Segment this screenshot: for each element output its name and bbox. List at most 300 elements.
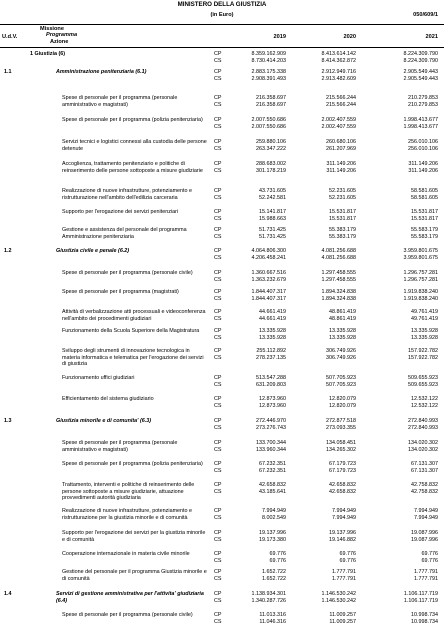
- cp-value: 4.081.256.688: [321, 248, 356, 254]
- cs-value: 2.913.482.609: [321, 75, 356, 82]
- header-year-3: 2021: [425, 34, 438, 40]
- cs-marker: CS: [214, 145, 222, 152]
- row-label: Funzionamento della Scuola Superiore della Magistratura: [62, 328, 200, 334]
- cs-value: 19.087.996: [411, 536, 438, 543]
- row-values-year-1: [236, 227, 286, 240]
- cs-value: 273.093.355: [326, 424, 356, 431]
- row-udv: 1.1: [4, 69, 12, 75]
- cp-value: 55.583.179: [411, 227, 438, 233]
- cp-value: 3.959.801.675: [403, 248, 438, 254]
- row-values-year-1: [236, 117, 286, 130]
- row-values-year-1: [236, 69, 286, 82]
- cs-value: 1.894.324.838: [321, 295, 356, 302]
- cp-value: 1.777.791: [332, 569, 356, 575]
- cs-value: 42.658.832: [329, 488, 356, 495]
- cp-value: 1.297.458.555: [321, 270, 356, 276]
- cp-value: 44.661.419: [259, 309, 286, 315]
- row-cp-cs-markers: [214, 461, 228, 474]
- row-values-year-2: [306, 139, 356, 152]
- row-values-year-2: [306, 508, 356, 521]
- cs-value: 1.919.838.240: [403, 295, 438, 302]
- header-bottom-rule: [0, 47, 444, 48]
- row-values-year-3: [388, 289, 438, 302]
- row-label: 1 Giustizia (6): [30, 51, 66, 57]
- cp-value: 69.776: [339, 551, 356, 557]
- cs-value: 67.232.351: [259, 467, 286, 474]
- row-values-year-2: [306, 482, 356, 495]
- cp-value: 15.141.817: [259, 209, 286, 215]
- cp-value: 19.137.996: [329, 530, 356, 536]
- cs-value: 69.776: [269, 557, 286, 564]
- row-values-year-1: [236, 375, 286, 388]
- cp-value: 272.446.970: [256, 418, 286, 424]
- cp-value: 8.413.614.142: [321, 51, 356, 57]
- row-values-year-3: [388, 69, 438, 82]
- row-values-year-3: [388, 348, 438, 361]
- cs-value: 216.358.697: [256, 101, 286, 108]
- cs-value: 210.279.853: [408, 101, 438, 108]
- cp-value: 69.776: [421, 551, 438, 557]
- row-values-year-2: [306, 309, 356, 322]
- cp-value: 49.761.419: [411, 309, 438, 315]
- cp-value: 513.547.288: [256, 375, 286, 381]
- cs-value: 1.297.458.555: [321, 276, 356, 283]
- row-cp-cs-markers: [214, 209, 228, 222]
- cs-value: 507.705.923: [326, 381, 356, 388]
- row-values-year-2: [306, 161, 356, 174]
- cs-value: 13.335.928: [329, 334, 356, 341]
- cs-value: 55.383.179: [329, 233, 356, 240]
- cp-value: 19.087.996: [411, 530, 438, 536]
- row-cp-cs-markers: [214, 188, 228, 201]
- cp-marker: CP: [214, 95, 222, 101]
- cs-value: 12.820.079: [329, 402, 356, 409]
- cp-value: 10.998.734: [411, 612, 438, 618]
- row-values-year-1: [236, 309, 286, 322]
- row-values-year-1: [236, 418, 286, 431]
- cp-value: 311.149.206: [408, 161, 438, 167]
- cs-value: 1.777.791: [414, 575, 438, 582]
- row-cp-cs-markers: [214, 418, 228, 431]
- cp-value: 42.658.832: [329, 482, 356, 488]
- cp-value: 15.531.817: [329, 209, 356, 215]
- cs-marker: CS: [214, 276, 222, 283]
- cs-value: 55.583.179: [411, 233, 438, 240]
- cp-marker: CP: [214, 188, 222, 194]
- row-cp-cs-markers: [214, 161, 228, 174]
- row-cp-cs-markers: [214, 139, 228, 152]
- row-values-year-3: [388, 248, 438, 261]
- cs-marker: CS: [214, 424, 222, 431]
- row-label: Servizi di gestione amministrativa per l'attivita' giudiziaria (6.4): [56, 591, 204, 604]
- row-values-year-3: [388, 188, 438, 201]
- row-udv: 1.2: [4, 248, 12, 254]
- cp-marker: CP: [214, 591, 222, 597]
- cp-value: 1.894.324.838: [321, 289, 356, 295]
- cp-marker: CP: [214, 309, 222, 315]
- cp-value: 215.566.244: [326, 95, 356, 101]
- cp-marker: CP: [214, 328, 222, 334]
- row-cp-cs-markers: [214, 69, 228, 82]
- cp-value: 11.013.316: [259, 612, 286, 618]
- cs-value: 261.207.969: [326, 145, 356, 152]
- cs-value: 42.758.832: [411, 488, 438, 495]
- cs-value: 3.959.801.675: [403, 254, 438, 261]
- cp-value: 216.358.697: [256, 95, 286, 101]
- cs-value: 58.581.605: [411, 194, 438, 201]
- row-cp-cs-markers: [214, 375, 228, 388]
- cs-marker: CS: [214, 536, 222, 543]
- row-label: Gestione e assistenza del personale del programma Amministrazione penitenziaria: [62, 227, 187, 240]
- row-cp-cs-markers: [214, 440, 228, 453]
- cs-value: 51.731.425: [259, 233, 286, 240]
- cs-value: 13.335.928: [411, 334, 438, 341]
- cs-value: 10.998.734: [411, 618, 438, 625]
- cp-value: 2.007.550.686: [251, 117, 286, 123]
- row-cp-cs-markers: [214, 309, 228, 322]
- cp-value: 7.994.949: [332, 508, 356, 514]
- row-values-year-1: [236, 551, 286, 564]
- row-values-year-3: [388, 375, 438, 388]
- row-cp-cs-markers: [214, 396, 228, 409]
- cs-value: 13.335.928: [259, 334, 286, 341]
- row-label: Supporto per l'erogazione dei servizi per la giustizia minorile e di comunità: [62, 530, 206, 543]
- row-values-year-2: [306, 209, 356, 222]
- cp-value: 52.231.605: [329, 188, 356, 194]
- cp-marker: CP: [214, 569, 222, 575]
- cp-marker: CP: [214, 461, 222, 467]
- cs-marker: CS: [214, 467, 222, 474]
- cp-value: 48.861.419: [329, 309, 356, 315]
- cp-value: 311.149.206: [326, 161, 356, 167]
- row-values-year-2: [306, 95, 356, 108]
- header-missione: Missione: [40, 26, 64, 32]
- cp-value: 1.360.667.516: [251, 270, 286, 276]
- row-values-year-3: [388, 161, 438, 174]
- cs-value: 134.265.302: [326, 446, 356, 453]
- row-values-year-2: [306, 328, 356, 341]
- cs-value: 1.106.117.719: [403, 597, 438, 604]
- cp-value: 13.335.928: [329, 328, 356, 334]
- cs-value: 11.009.257: [329, 618, 356, 625]
- cs-marker: CS: [214, 101, 222, 108]
- cp-value: 1.652.722: [262, 569, 286, 575]
- cp-value: 67.232.351: [259, 461, 286, 467]
- row-values-year-3: [388, 418, 438, 431]
- cs-marker: CS: [214, 446, 222, 453]
- row-udv: 1.4: [4, 591, 12, 597]
- row-values-year-1: [236, 396, 286, 409]
- cp-value: 256.010.106: [408, 139, 438, 145]
- row-values-year-2: [306, 396, 356, 409]
- row-cp-cs-markers: [214, 348, 228, 361]
- row-values-year-1: [236, 530, 286, 543]
- row-values-year-1: [236, 51, 286, 64]
- cp-value: 67.179.723: [329, 461, 356, 467]
- cp-value: 288.683.002: [256, 161, 286, 167]
- row-label: Spese di personale per il programma (personale amministrativo e magistrati): [62, 95, 178, 108]
- cp-value: 306.749.926: [326, 348, 356, 354]
- row-label: Supporto per l'erogazione dei servizi penitenziari: [62, 209, 179, 215]
- row-cp-cs-markers: [214, 482, 228, 495]
- cp-value: 1.844.407.317: [251, 289, 286, 295]
- cs-marker: CS: [214, 75, 222, 82]
- cs-value: 2.908.391.493: [251, 75, 286, 82]
- cs-value: 12.873.960: [259, 402, 286, 409]
- row-values-year-1: [236, 591, 286, 604]
- cs-marker: CS: [214, 381, 222, 388]
- row-values-year-3: [388, 612, 438, 625]
- cp-value: 134.058.451: [326, 440, 356, 446]
- cs-value: 1.998.413.677: [403, 123, 438, 130]
- cs-value: 134.020.302: [408, 446, 438, 453]
- row-values-year-1: [236, 569, 286, 582]
- row-label: Attività di verbalizzazione atti processuali e videoconferenza nell'ambito dei procedimenti giudiziari: [62, 309, 206, 322]
- cs-value: 44.661.419: [259, 315, 286, 322]
- cp-value: 13.335.928: [411, 328, 438, 334]
- row-cp-cs-markers: [214, 248, 228, 261]
- cp-value: 12.873.960: [259, 396, 286, 402]
- cs-marker: CS: [214, 194, 222, 201]
- row-cp-cs-markers: [214, 530, 228, 543]
- row-values-year-3: [388, 117, 438, 130]
- cp-marker: CP: [214, 161, 222, 167]
- row-cp-cs-markers: [214, 328, 228, 341]
- row-values-year-2: [306, 51, 356, 64]
- cs-value: 1.844.407.317: [251, 295, 286, 302]
- row-cp-cs-markers: [214, 569, 228, 582]
- cp-marker: CP: [214, 139, 222, 145]
- row-values-year-3: [388, 51, 438, 64]
- row-label: Servizi tecnici e logistici connessi alla custodia delle persone detenute: [62, 139, 207, 152]
- cp-value: 7.994.949: [262, 508, 286, 514]
- row-values-year-3: [388, 209, 438, 222]
- cs-value: 256.010.106: [408, 145, 438, 152]
- cs-value: 4.206.458.241: [251, 254, 286, 261]
- row-label: Accoglienza, trattamento penitenziario e politiche di reinserimento delle persone sottoposte a misure giudiziarie: [62, 161, 203, 174]
- cp-value: 1.296.757.281: [403, 270, 438, 276]
- cs-marker: CS: [214, 334, 222, 341]
- cs-value: 8.414.362.872: [321, 57, 356, 64]
- row-values-year-2: [306, 551, 356, 564]
- cs-value: 69.776: [339, 557, 356, 564]
- cs-value: 1.363.232.679: [251, 276, 286, 283]
- cp-value: 260.680.106: [326, 139, 356, 145]
- cp-value: 1.106.117.719: [403, 591, 438, 597]
- row-cp-cs-markers: [214, 117, 228, 130]
- cp-marker: CP: [214, 51, 222, 57]
- cs-value: 2.002.407.559: [321, 123, 356, 130]
- row-values-year-2: [306, 188, 356, 201]
- cs-value: 273.276.743: [256, 424, 286, 431]
- row-values-year-3: [388, 551, 438, 564]
- cp-value: 19.137.996: [259, 530, 286, 536]
- cp-value: 507.705.923: [326, 375, 356, 381]
- header-udv: U.d.V.: [2, 34, 18, 40]
- cs-value: 157.922.782: [408, 354, 438, 361]
- row-values-year-1: [236, 161, 286, 174]
- cp-value: 272.840.993: [408, 418, 438, 424]
- cs-value: 43.185.641: [259, 488, 286, 495]
- cp-value: 15.531.817: [411, 209, 438, 215]
- row-values-year-3: [388, 270, 438, 283]
- cp-value: 8.359.162.909: [251, 51, 286, 57]
- cp-value: 7.994.949: [414, 508, 438, 514]
- row-values-year-2: [306, 612, 356, 625]
- cs-value: 509.655.923: [408, 381, 438, 388]
- cs-value: 67.131.307: [411, 467, 438, 474]
- row-label: Sviluppo degli strumenti di innovazione tecnologica in materia informatica e telematica per l'erogazione dei servizi di giustizia: [62, 348, 204, 368]
- row-cp-cs-markers: [214, 289, 228, 302]
- cp-value: 255.112.892: [256, 348, 286, 354]
- cs-value: 272.840.993: [408, 424, 438, 431]
- cp-value: 58.581.605: [411, 188, 438, 194]
- row-values-year-1: [236, 440, 286, 453]
- cs-marker: CS: [214, 57, 222, 64]
- cs-value: 7.994.949: [332, 514, 356, 521]
- row-values-year-3: [388, 482, 438, 495]
- cs-marker: CS: [214, 557, 222, 564]
- cp-marker: CP: [214, 289, 222, 295]
- row-values-year-2: [306, 591, 356, 604]
- row-values-year-2: [306, 440, 356, 453]
- cp-value: 12.532.122: [411, 396, 438, 402]
- row-label: Funzionamento uffici giudiziari: [62, 375, 135, 381]
- cp-value: 1.998.413.677: [403, 117, 438, 123]
- cp-marker: CP: [214, 508, 222, 514]
- row-label: Amministrazione penitenziaria (6.1): [56, 69, 147, 75]
- row-values-year-3: [388, 508, 438, 521]
- row-cp-cs-markers: [214, 591, 228, 604]
- cs-marker: CS: [214, 597, 222, 604]
- row-cp-cs-markers: [214, 95, 228, 108]
- row-values-year-3: [388, 530, 438, 543]
- cp-value: 43.731.605: [259, 188, 286, 194]
- row-values-year-1: [236, 248, 286, 261]
- row-values-year-1: [236, 461, 286, 474]
- cp-marker: CP: [214, 396, 222, 402]
- cs-marker: CS: [214, 354, 222, 361]
- cp-value: 2.912.949.716: [321, 69, 356, 75]
- row-values-year-3: [388, 328, 438, 341]
- row-values-year-2: [306, 289, 356, 302]
- cs-marker: CS: [214, 167, 222, 174]
- cp-marker: CP: [214, 227, 222, 233]
- cp-value: 55.383.179: [329, 227, 356, 233]
- cs-value: 1.777.791: [332, 575, 356, 582]
- cs-value: 48.861.419: [329, 315, 356, 322]
- cp-value: 1.777.791: [414, 569, 438, 575]
- row-values-year-1: [236, 328, 286, 341]
- header-year-2: 2020: [343, 34, 356, 40]
- cp-marker: CP: [214, 551, 222, 557]
- row-values-year-1: [236, 348, 286, 361]
- row-values-year-1: [236, 270, 286, 283]
- cp-value: 1.919.838.240: [403, 289, 438, 295]
- cp-value: 509.655.923: [408, 375, 438, 381]
- cp-value: 11.009.257: [329, 612, 356, 618]
- header-mission-program-action: [40, 26, 77, 45]
- cs-marker: CS: [214, 123, 222, 130]
- row-values-year-3: [388, 227, 438, 240]
- row-values-year-2: [306, 375, 356, 388]
- cp-value: 42.658.832: [259, 482, 286, 488]
- row-values-year-2: [306, 227, 356, 240]
- cs-marker: CS: [214, 254, 222, 261]
- row-label: Spese di personale per il programma (polizia penitenziaria): [62, 117, 203, 123]
- row-label: Giustizia minorile e di comunita' (6.3): [56, 418, 152, 424]
- header-top-rule: [0, 24, 444, 25]
- cp-value: 2.002.407.559: [321, 117, 356, 123]
- row-label: Efficientamento del sistema giudiziario: [62, 396, 154, 402]
- row-values-year-3: [388, 396, 438, 409]
- cs-value: 11.046.316: [259, 618, 286, 625]
- row-cp-cs-markers: [214, 551, 228, 564]
- cs-value: 19.173.380: [259, 536, 286, 543]
- cs-value: 12.532.122: [411, 402, 438, 409]
- cs-value: 2.905.549.443: [403, 75, 438, 82]
- row-values-year-3: [388, 309, 438, 322]
- row-cp-cs-markers: [214, 612, 228, 625]
- cs-value: 52.231.605: [329, 194, 356, 201]
- row-values-year-2: [306, 117, 356, 130]
- cs-value: 69.776: [421, 557, 438, 564]
- row-values-year-2: [306, 418, 356, 431]
- cp-value: 259.880.106: [256, 139, 286, 145]
- cp-value: 51.731.425: [259, 227, 286, 233]
- cs-marker: CS: [214, 295, 222, 302]
- cp-marker: CP: [214, 248, 222, 254]
- page-title: MINISTERO DELLA GIUSTIZIA: [177, 1, 267, 8]
- cp-value: 4.064.806.300: [251, 248, 286, 254]
- page-code: 050/609/1: [413, 12, 438, 18]
- cs-value: 263.347.222: [256, 145, 286, 152]
- row-cp-cs-markers: [214, 270, 228, 283]
- cs-value: 278.237.135: [256, 354, 286, 361]
- row-label: Realizzazione di nuove infrastrutture, potenziamento e ristrutturazione nell'ambito dell'edilizia carceraria: [62, 188, 193, 201]
- cp-marker: CP: [214, 418, 222, 424]
- cs-marker: CS: [214, 575, 222, 582]
- row-cp-cs-markers: [214, 508, 228, 521]
- row-values-year-2: [306, 69, 356, 82]
- cp-value: 12.820.079: [329, 396, 356, 402]
- cp-marker: CP: [214, 440, 222, 446]
- cs-value: 49.761.419: [411, 315, 438, 322]
- row-values-year-2: [306, 461, 356, 474]
- row-label: Cooperazione internazionale in materia civile minorile: [62, 551, 190, 557]
- cs-marker: CS: [214, 315, 222, 322]
- cs-value: 631.209.803: [256, 381, 286, 388]
- cp-value: 134.020.302: [408, 440, 438, 446]
- cs-value: 2.007.550.686: [251, 123, 286, 130]
- row-values-year-1: [236, 139, 286, 152]
- header-azione: Azione: [50, 38, 69, 45]
- row-values-year-3: [388, 95, 438, 108]
- row-values-year-1: [236, 612, 286, 625]
- cs-value: 7.994.949: [414, 514, 438, 521]
- cs-value: 8.002.549: [262, 514, 286, 521]
- cp-marker: CP: [214, 69, 222, 75]
- cs-marker: CS: [214, 514, 222, 521]
- cs-value: 8.730.414.203: [251, 57, 286, 64]
- row-values-year-2: [306, 270, 356, 283]
- cs-value: 19.146.882: [329, 536, 356, 543]
- cp-marker: CP: [214, 348, 222, 354]
- cs-value: 8.224.309.790: [403, 57, 438, 64]
- cs-value: 4.081.256.688: [321, 254, 356, 261]
- row-values-year-3: [388, 440, 438, 453]
- cs-marker: CS: [214, 215, 222, 222]
